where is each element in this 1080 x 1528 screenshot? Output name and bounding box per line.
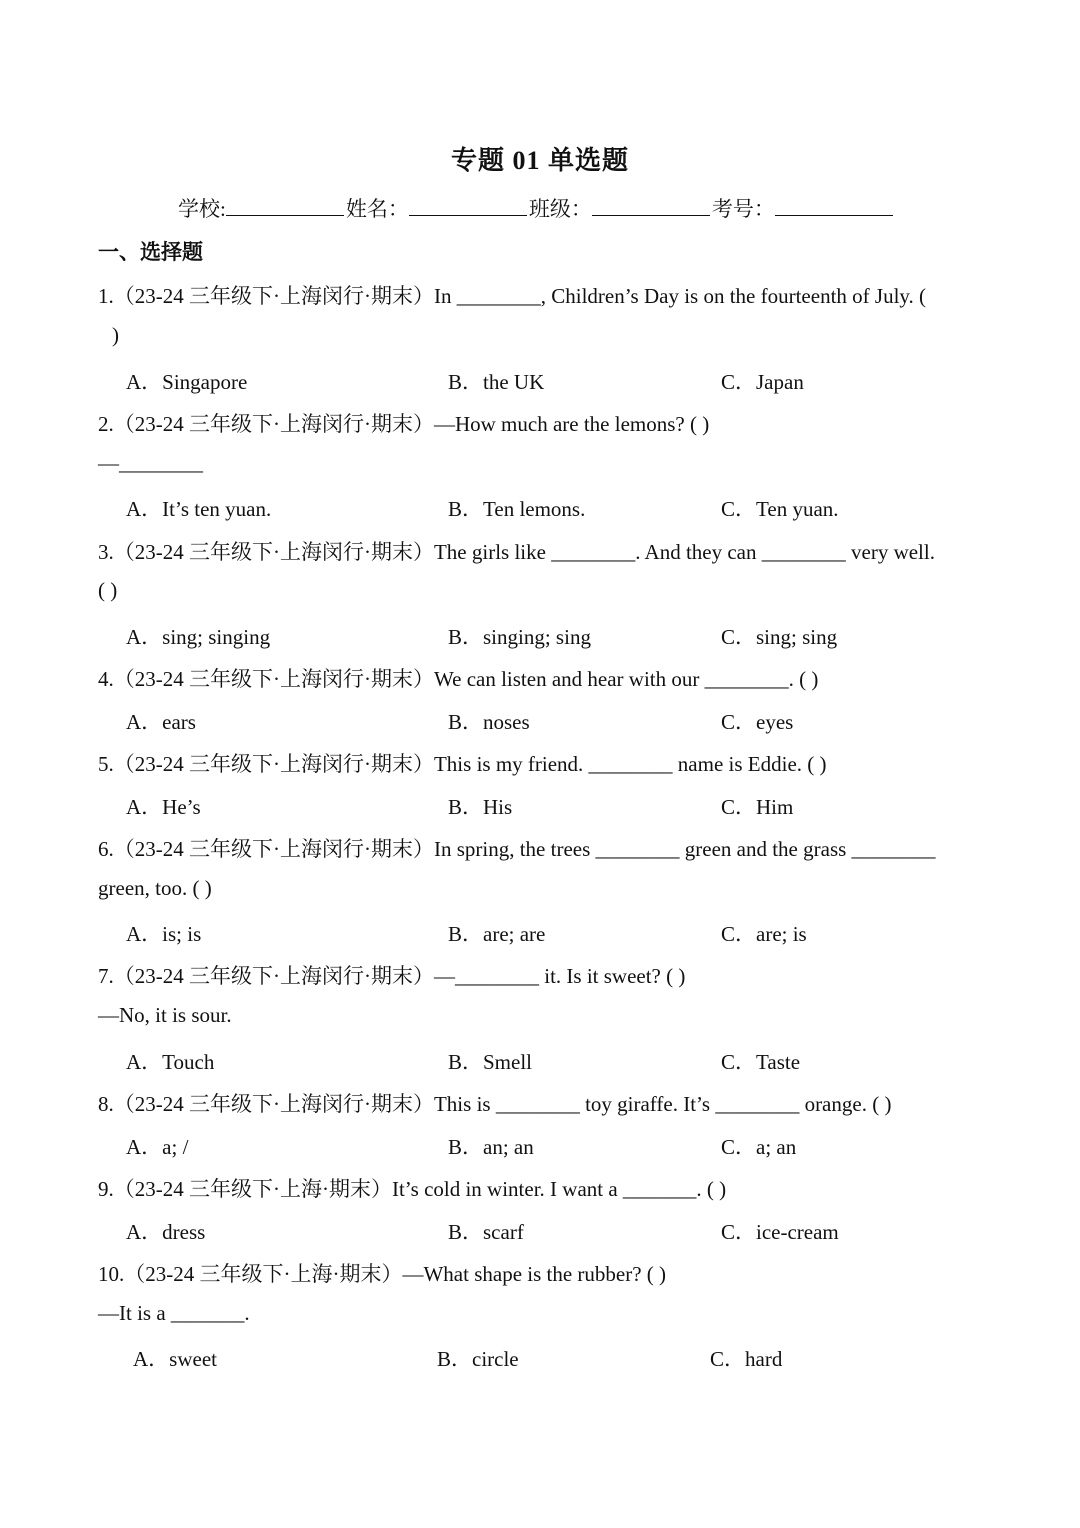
- question-2-option-c: C．Ten yuan.: [721, 497, 839, 521]
- section-heading: 一、选择题: [98, 240, 203, 264]
- question-10-line-1: 10.（23-24 三年级下·上海·期末）—What shape is the rubber? ( ): [98, 1262, 667, 1286]
- question-10-line-2: —It is a _______.: [98, 1301, 250, 1325]
- question-4-option-c: C．eyes: [721, 710, 794, 734]
- question-8-option-b: B．an; an: [448, 1135, 534, 1159]
- question-8-option-a: A．a; /: [126, 1135, 189, 1159]
- question-9-option-c: C．ice-cream: [721, 1220, 839, 1244]
- question-2-line-2: —________: [98, 451, 203, 475]
- student-info-row: [178, 193, 895, 223]
- question-7-line-1: 7.（23-24 三年级下·上海闵行·期末）—________ it. Is it sweet? ( ): [98, 964, 686, 988]
- question-4-option-a: A．ears: [126, 710, 196, 734]
- question-5-option-b: B．His: [448, 795, 513, 819]
- question-7-option-b: B．Smell: [448, 1050, 533, 1074]
- question-5-option-c: C．Him: [721, 795, 794, 819]
- question-3-option-b: B．singing; sing: [448, 625, 591, 649]
- class-blank: [592, 195, 710, 216]
- question-2-option-b: B．Ten lemons.: [448, 497, 586, 521]
- question-4-option-b: B．noses: [448, 710, 530, 734]
- question-7-option-c: C．Taste: [721, 1050, 801, 1074]
- question-1-option-b: B．the UK: [448, 370, 545, 394]
- question-1-option-a: A．Singapore: [126, 370, 248, 394]
- school-label: 学校:: [178, 197, 226, 221]
- question-3-line-1: 3.（23-24 三年级下·上海闵行·期末）The girls like ________. And they can ________ very well.: [98, 540, 935, 564]
- question-2-line-1: 2.（23-24 三年级下·上海闵行·期末）—How much are the lemons? ( ): [98, 412, 710, 436]
- question-10-option-b: B．circle: [437, 1347, 519, 1371]
- page-title: 专题 01 单选题: [450, 146, 629, 175]
- question-1-line-2: ): [112, 323, 119, 347]
- question-3-option-c: C．sing; sing: [721, 625, 838, 649]
- question-10-option-a: A．sweet: [133, 1347, 217, 1371]
- number-label: 考号：: [711, 197, 775, 221]
- school-blank: [226, 195, 344, 216]
- question-5-option-a: A．He’s: [126, 795, 201, 819]
- question-5-line-1: 5.（23-24 三年级下·上海闵行·期末）This is my friend. ________ name is Eddie. ( ): [98, 752, 827, 776]
- class-label: 班级：: [528, 197, 592, 221]
- question-1-option-c: C．Japan: [721, 370, 804, 394]
- question-3-option-a: A．sing; singing: [126, 625, 271, 649]
- question-9-option-a: A．dress: [126, 1220, 206, 1244]
- question-8-line-1: 8.（23-24 三年级下·上海闵行·期末）This is ________ toy giraffe. It’s ________ orange. ( ): [98, 1092, 892, 1116]
- question-4-line-1: 4.（23-24 三年级下·上海闵行·期末）We can listen and hear with our ________. ( ): [98, 667, 819, 691]
- question-9-option-b: B．scarf: [448, 1220, 524, 1244]
- question-1-line-1: 1.（23-24 三年级下·上海闵行·期末）In ________, Children’s Day is on the fourteenth of July. (: [98, 284, 927, 308]
- name-label: 姓名：: [345, 197, 409, 221]
- question-8-option-c: C．a; an: [721, 1135, 797, 1159]
- question-9-line-1: 9.（23-24 三年级下·上海·期末）It’s cold in winter. I want a _______. ( ): [98, 1177, 727, 1201]
- name-blank: [409, 195, 527, 216]
- question-6-line-2: green, too. ( ): [98, 876, 212, 900]
- question-7-option-a: A．Touch: [126, 1050, 215, 1074]
- question-6-option-b: B．are; are: [448, 922, 546, 946]
- question-6-option-a: A．is; is: [126, 922, 202, 946]
- question-2-option-a: A．It’s ten yuan.: [126, 497, 272, 521]
- question-6-line-1: 6.（23-24 三年级下·上海闵行·期末）In spring, the trees ________ green and the grass ________: [98, 837, 936, 861]
- question-7-line-2: —No, it is sour.: [98, 1003, 232, 1027]
- question-10-option-c: C．hard: [710, 1347, 783, 1371]
- question-6-option-c: C．are; is: [721, 922, 807, 946]
- question-3-line-2: ( ): [98, 578, 118, 602]
- number-blank: [775, 195, 893, 216]
